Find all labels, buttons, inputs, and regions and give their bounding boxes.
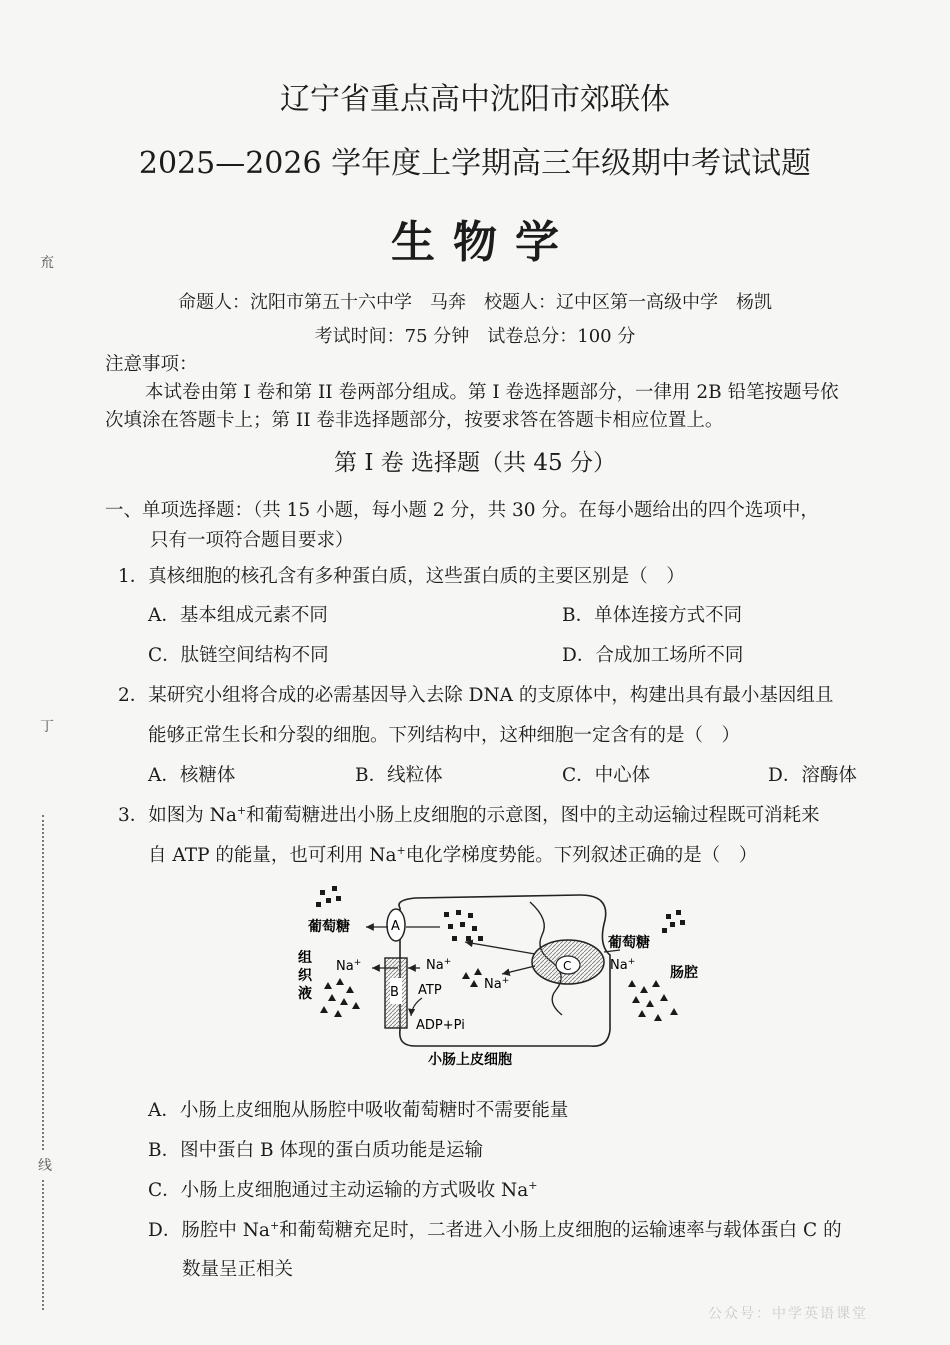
na-left-label: Na+ xyxy=(336,958,362,974)
exam-info-line: 考试时间：75 分钟 试卷总分：100 分 xyxy=(314,326,636,347)
watermark: 公众号：中学英语课堂 xyxy=(708,1306,868,1322)
q1-option-a: A．基本组成元素不同 xyxy=(148,605,328,626)
protein-b-label: B xyxy=(390,985,399,1000)
na-mid2-label: Na+ xyxy=(484,976,510,992)
na-right-label: Na+ xyxy=(610,957,636,973)
na-mid-label: Na+ xyxy=(426,957,452,973)
q1-stem: 1．真核细胞的核孔含有多种蛋白质，这些蛋白质的主要区别是（ ） xyxy=(118,566,685,587)
q2-stem-line-1: 2．某研究小组将合成的必需基因导入去除 DNA 的支原体中，构建出具有最小基因组且 xyxy=(118,685,834,706)
subject-title: 生物学 xyxy=(391,217,577,268)
q2-stem-line-2: 能够正常生长和分裂的细胞。下列结构中，这种细胞一定含有的是（ ） xyxy=(148,725,741,746)
cell-label: 小肠上皮细胞 xyxy=(428,1052,512,1068)
na-glucose-transport-diagram xyxy=(280,880,720,1070)
q2-option-a: A．核糖体 xyxy=(148,765,236,786)
notice-heading: 注意事项： xyxy=(105,354,198,375)
q1-option-c: C．肽链空间结构不同 xyxy=(148,645,329,666)
q2-option-c: C．中心体 xyxy=(562,765,651,786)
q3-stem-line-2: 自 ATP 的能量，也可利用 Na+电化学梯度势能。下列叙述正确的是（ ） xyxy=(148,843,758,866)
atp-label: ATP xyxy=(418,983,442,998)
authors-line: 命题人：沈阳市第五十六中学 马奔 校题人：辽中区第一高级中学 杨凯 xyxy=(178,292,772,313)
tissue-fluid-label-1: 组 xyxy=(298,950,312,966)
part1-line-1: 一、单项选择题：（共 15 小题，每小题 2 分，共 30 分。在每小题给出的四个选项中， xyxy=(105,500,819,521)
q1-option-b: B．单体连接方式不同 xyxy=(562,605,743,626)
margin-mark-top: 㐬 xyxy=(40,255,54,271)
exam-union-title: 辽宁省重点高中沈阳市郊联体 xyxy=(280,82,670,117)
exam-year-title: 2025—2026 学年度上学期高三年级期中考试试题 xyxy=(138,146,812,181)
q3-option-c: C．小肠上皮细胞通过主动运输的方式吸收 Na+ xyxy=(148,1178,538,1201)
q3-option-d-line-2: 数量呈正相关 xyxy=(182,1259,294,1280)
part1-line-2: 只有一项符合题目要求） xyxy=(150,530,354,551)
notice-line-1: 本试卷由第 I 卷和第 II 卷两部分组成。第 I 卷选择题部分，一律用 2B 铅笔按题号依 xyxy=(145,382,839,403)
tissue-fluid-label-3: 液 xyxy=(298,986,312,1002)
margin-mark-bottom: 线 xyxy=(38,1158,52,1174)
margin-mark-middle: 丁 xyxy=(40,719,54,735)
section-title: 第 I 卷 选择题（共 45 分） xyxy=(334,450,616,476)
q2-option-b: B．线粒体 xyxy=(355,765,443,786)
protein-c-label: C xyxy=(563,959,572,973)
notice-line-2: 次填涂在答题卡上；第 II 卷非选择题部分，按要求答在答题卡相应位置上。 xyxy=(105,410,724,431)
q3-option-a: A．小肠上皮细胞从肠腔中吸收葡萄糖时不需要能量 xyxy=(148,1100,569,1121)
q3-option-d-line-1: D．肠腔中 Na+和葡萄糖充足时，二者进入小肠上皮细胞的运输速率与载体蛋白 C 的 xyxy=(148,1218,842,1241)
glucose-molecules xyxy=(316,886,685,941)
q1-option-d: D．合成加工场所不同 xyxy=(562,645,744,666)
glucose-left-label: 葡萄糖 xyxy=(308,919,350,935)
binding-dotted-line-lower xyxy=(42,1180,44,1310)
tissue-fluid-label-2: 织 xyxy=(298,968,312,984)
adp-label: ADP+Pi xyxy=(416,1018,465,1033)
sodium-ions xyxy=(320,968,678,1021)
q2-option-d: D．溶酶体 xyxy=(768,765,857,786)
q3-stem-line-1: 3．如图为 Na+和葡萄糖进出小肠上皮细胞的示意图，图中的主动运输过程既可消耗来 xyxy=(118,803,820,826)
binding-dotted-line-upper xyxy=(42,815,44,1150)
protein-a-label: A xyxy=(391,919,400,934)
intestine-lumen-label: 肠腔 xyxy=(670,965,698,981)
glucose-right-label: 葡萄糖 xyxy=(608,935,650,951)
q3-option-b: B．图中蛋白 B 体现的蛋白质功能是运输 xyxy=(148,1140,483,1161)
